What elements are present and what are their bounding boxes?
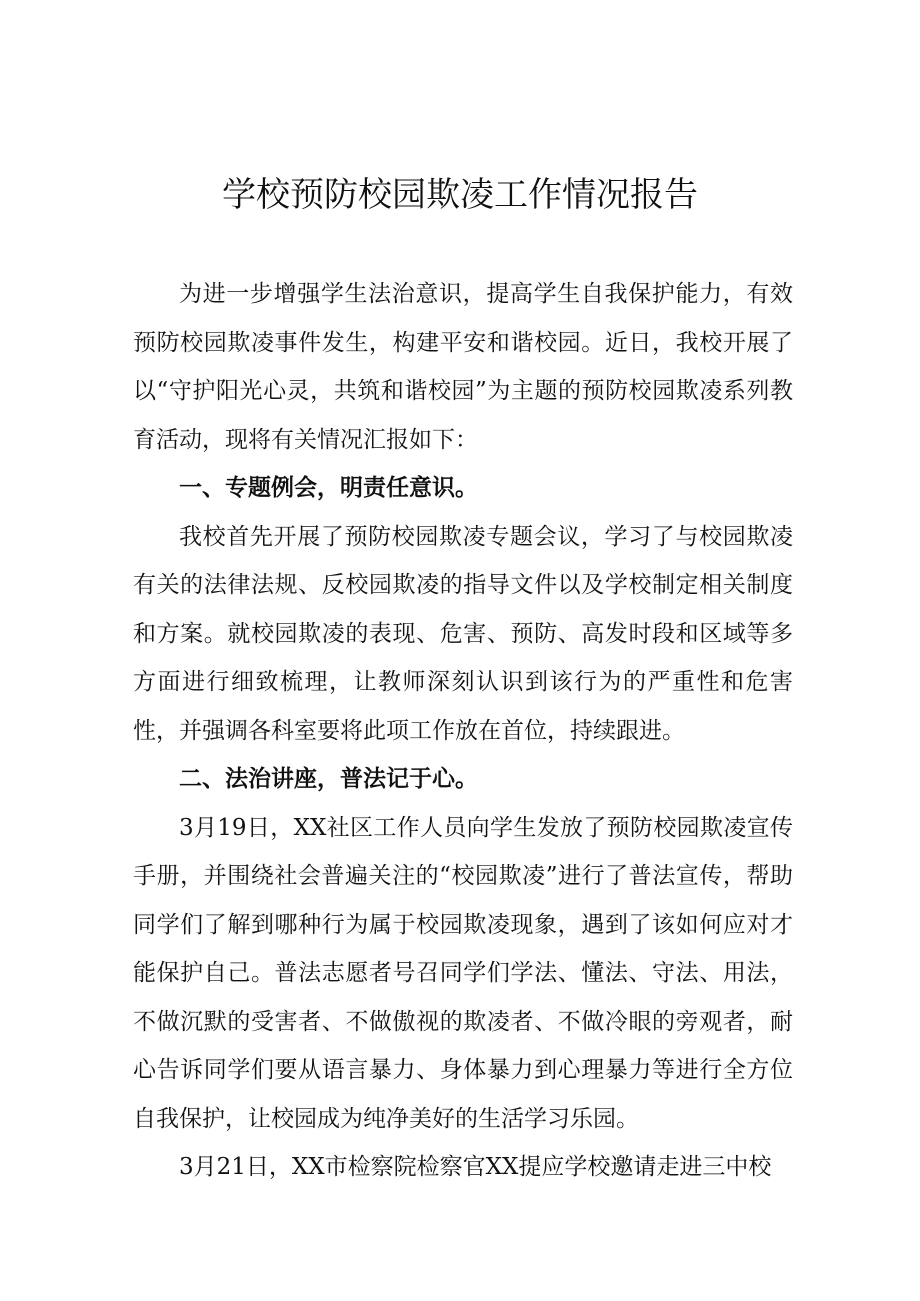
intro-paragraph: 为进一步增强学生法治意识，提高学生自我保护能力，有效预防校园欺凌事件发生，构建平安和谐校园。近日，我校开展了以“守护阳光心灵，共筑和谐校园”为主题的预防校园欺凌系列教育活动，现将有关情况汇报如下：	[133, 281, 793, 453]
section-heading-2: 二、法治讲座，普法记于心。	[179, 766, 478, 792]
section-heading-1: 一、专题例会，明责任意识。	[179, 475, 478, 501]
document-title: 学校预防校园欺凌工作情况报告	[222, 175, 698, 215]
section-1-paragraph: 我校首先开展了预防校园欺凌专题会议，学习了与校园欺凌有关的法律法规、反校园欺凌的指导文件以及学校制定相关制度和方案。就校园欺凌的表现、危害、预防、高发时段和区域等多方面进行细致梳理，让教师深刻认识到该行为的严重性和危害性，并强调各科室要将此项工作放在首位，持续跟进。	[133, 523, 793, 744]
section-2-paragraph-2: 3月21日，XX市检察院检察官XX提应学校邀请走进三中校	[179, 1154, 772, 1180]
document-body	[133, 270, 793, 1192]
section-2-paragraph-1: 3月19日，XX社区工作人员向学生发放了预防校园欺凌宣传手册，并围绕社会普遍关注的“校园欺凌”进行了普法宣传，帮助同学们了解到哪种行为属于校园欺凌现象，遇到了该如何应对才能保护自己。普法志愿者号召同学们学法、懂法、守法、用法，不做沉默的受害者、不做傲视的欺凌者、不做冷眼的旁观者，耐心告诉同学们要从语言暴力、身体暴力到心理暴力等进行全方位自我保护，让校园成为纯净美好的生活学习乐园。	[133, 814, 793, 1132]
